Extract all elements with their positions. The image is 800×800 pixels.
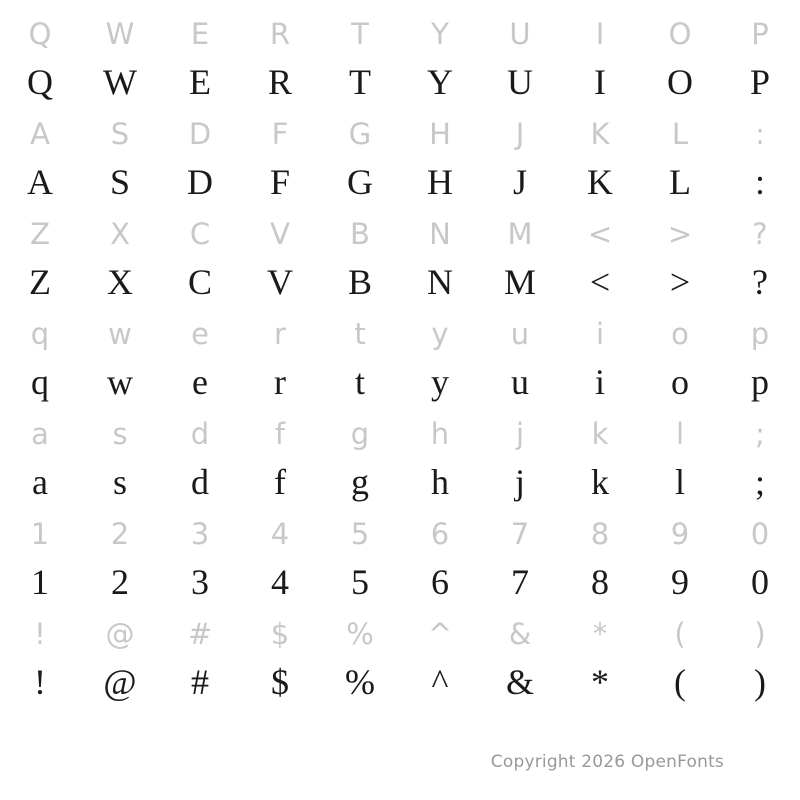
character-cell: 1 — [30, 517, 50, 551]
character-cell: H — [429, 117, 451, 151]
character-cell: r — [274, 317, 286, 351]
character-cell: ; — [755, 417, 765, 451]
character-row — [0, 252, 800, 302]
character-cell: h — [431, 462, 449, 502]
character-cell: L — [671, 117, 689, 151]
character-cell: % — [346, 617, 374, 651]
character-cell: # — [187, 617, 213, 651]
character-cell: O — [667, 62, 693, 102]
character-cell: a — [31, 417, 49, 451]
character-cell: 6 — [430, 517, 450, 551]
character-cell: 2 — [111, 562, 129, 602]
character-cell: j — [515, 417, 525, 451]
character-cell: Z — [30, 217, 50, 251]
character-cell: 3 — [191, 562, 209, 602]
character-cell: o — [671, 362, 689, 402]
character-cell: t — [354, 362, 365, 402]
character-row-ghost — [0, 402, 800, 452]
character-cell: A — [30, 117, 50, 151]
character-cell: : — [755, 117, 765, 151]
character-cell: Q — [28, 17, 52, 51]
character-cell: 1 — [31, 562, 49, 602]
character-cell: y — [431, 362, 449, 402]
character-cell: : — [754, 162, 765, 202]
character-cell: ) — [754, 662, 766, 702]
character-cell: N — [429, 217, 451, 251]
character-cell: U — [509, 17, 531, 51]
character-cell: f — [274, 462, 286, 502]
character-cell: C — [189, 217, 211, 251]
character-cell: ? — [752, 262, 768, 302]
character-cell: 9 — [671, 562, 689, 602]
character-cell: 0 — [750, 517, 770, 551]
character-cell: D — [188, 117, 212, 151]
character-cell: U — [507, 62, 533, 102]
character-cell: 6 — [431, 562, 449, 602]
character-row — [0, 652, 800, 702]
character-cell: 9 — [670, 517, 690, 551]
character-cell: X — [110, 217, 130, 251]
character-cell: 3 — [190, 517, 210, 551]
character-cell: t — [354, 317, 366, 351]
character-cell: K — [590, 117, 610, 151]
copyright-notice: Copyright 2026 OpenFonts — [490, 752, 724, 772]
character-row-ghost — [0, 502, 800, 552]
character-cell: X — [107, 262, 133, 302]
character-cell: @ — [103, 662, 137, 702]
character-cell: 5 — [351, 562, 369, 602]
character-cell: A — [27, 162, 53, 202]
character-row-ghost — [0, 202, 800, 252]
character-cell: P — [751, 17, 769, 51]
character-cell: G — [347, 162, 373, 202]
character-cell: w — [108, 317, 132, 351]
character-cell: u — [511, 362, 529, 402]
character-cell: R — [269, 17, 291, 51]
character-cell: 7 — [510, 517, 530, 551]
character-cell: K — [587, 162, 613, 202]
character-cell: $ — [271, 662, 289, 702]
character-cell: T — [351, 17, 369, 51]
character-cell: > — [669, 262, 691, 302]
character-cell: ; — [754, 462, 765, 502]
character-row — [0, 152, 800, 202]
character-row — [0, 52, 800, 102]
character-cell: d — [190, 417, 210, 451]
character-cell: B — [347, 262, 372, 302]
character-cell: C — [187, 262, 212, 302]
character-cell: w — [107, 362, 133, 402]
character-cell: # — [191, 662, 209, 702]
character-cell: p — [751, 362, 769, 402]
character-cell: < — [589, 262, 611, 302]
character-cell: l — [675, 417, 685, 451]
character-cell: E — [190, 17, 210, 51]
character-cell: < — [587, 217, 613, 251]
character-cell: * — [592, 617, 608, 651]
character-cell: ^ — [431, 662, 449, 702]
character-cell: M — [507, 217, 533, 251]
character-cell: 8 — [590, 517, 610, 551]
character-cell: D — [187, 162, 213, 202]
character-cell: H — [427, 162, 453, 202]
character-cell: 2 — [110, 517, 130, 551]
character-cell: B — [350, 217, 370, 251]
character-cell: N — [427, 262, 453, 302]
character-cell: Z — [29, 262, 51, 302]
character-cell: * — [591, 662, 609, 702]
character-cell: V — [270, 217, 290, 251]
character-cell: F — [269, 162, 291, 202]
character-cell: % — [345, 662, 375, 702]
character-cell: 8 — [591, 562, 609, 602]
character-cell: S — [109, 162, 131, 202]
character-cell: @ — [105, 617, 135, 651]
character-row-ghost — [0, 2, 800, 52]
character-cell: R — [267, 62, 292, 102]
character-cell: ! — [34, 617, 46, 651]
character-cell: g — [350, 417, 370, 451]
character-cell: j — [514, 462, 525, 502]
character-cell: E — [189, 62, 211, 102]
character-cell: o — [671, 317, 689, 351]
character-cell: e — [191, 317, 209, 351]
character-cell: l — [674, 462, 685, 502]
character-cell: q — [30, 317, 50, 351]
character-cell: T — [349, 62, 371, 102]
character-cell: ( — [674, 662, 686, 702]
character-cell: I — [594, 62, 606, 102]
character-cell: $ — [270, 617, 290, 651]
character-cell: p — [750, 317, 770, 351]
character-cell: 5 — [350, 517, 370, 551]
character-row-ghost — [0, 102, 800, 152]
character-cell: F — [271, 117, 289, 151]
character-cell: G — [348, 117, 372, 151]
character-cell: Y — [427, 62, 453, 102]
character-row-ghost — [0, 602, 800, 652]
character-cell: s — [112, 417, 128, 451]
character-cell: ( — [674, 617, 686, 651]
character-cell: h — [430, 417, 450, 451]
character-cell: Q — [27, 62, 53, 102]
character-cell: Y — [431, 17, 449, 51]
character-cell: S — [110, 117, 130, 151]
character-cell: V — [267, 262, 293, 302]
character-cell: ! — [34, 662, 46, 702]
character-cell: M — [503, 262, 536, 302]
character-cell: k — [591, 462, 609, 502]
character-cell: J — [512, 162, 527, 202]
character-cell: & — [505, 662, 534, 702]
character-cell: J — [515, 117, 525, 151]
character-cell: 4 — [270, 517, 290, 551]
character-cell: > — [667, 217, 693, 251]
character-cell: a — [32, 462, 48, 502]
character-cell: ? — [752, 217, 768, 251]
character-cell: e — [192, 362, 208, 402]
character-row-ghost — [0, 302, 800, 352]
character-cell: ) — [754, 617, 766, 651]
character-cell: d — [191, 462, 209, 502]
character-cell: O — [668, 17, 692, 51]
character-cell: I — [595, 17, 605, 51]
character-cell: u — [510, 317, 530, 351]
character-row — [0, 352, 800, 402]
character-cell: L — [669, 162, 691, 202]
character-cell: r — [274, 362, 286, 402]
character-row — [0, 452, 800, 502]
character-cell: q — [31, 362, 49, 402]
character-cell: i — [594, 362, 605, 402]
character-cell: i — [595, 317, 605, 351]
character-cell: P — [749, 62, 771, 102]
character-cell: ^ — [427, 617, 453, 651]
character-cell: f — [274, 417, 286, 451]
character-cell: 0 — [751, 562, 769, 602]
character-cell: y — [431, 317, 449, 351]
character-cell: 7 — [511, 562, 529, 602]
character-cell: g — [351, 462, 369, 502]
character-cell: W — [103, 62, 137, 102]
character-cell: 4 — [271, 562, 289, 602]
character-cell: & — [508, 617, 532, 651]
character-cell: W — [105, 17, 135, 51]
character-row — [0, 552, 800, 602]
character-cell: s — [112, 462, 127, 502]
character-cell: k — [591, 417, 609, 451]
